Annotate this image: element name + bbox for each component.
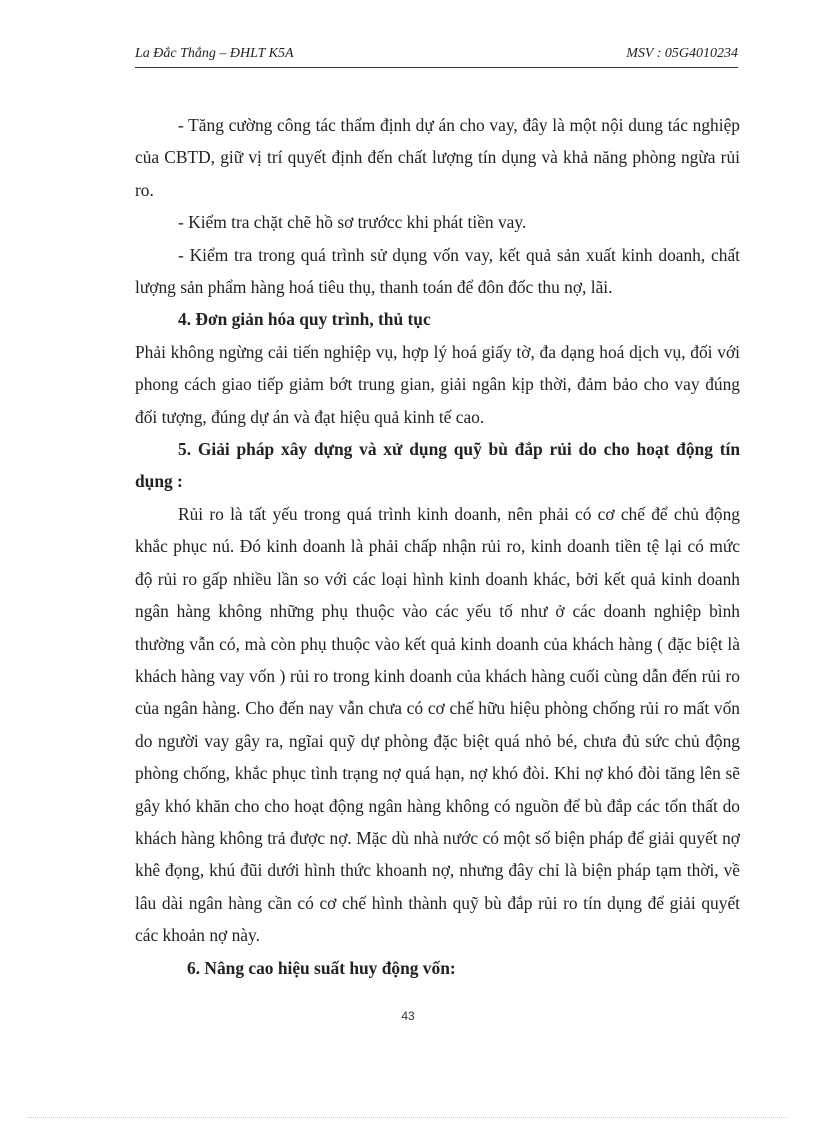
header-rule: [135, 67, 738, 68]
paragraph-section-5: Rủi ro là tất yếu trong quá trình kinh doanh, nên phải có cơ chế để chủ động khắc phục nú. Đó kinh doanh là phải chấp nhận rủi ro, kinh doanh tiền tệ lại có mức độ rủi ro gấp nhiều lần so với các loại hình kinh doanh khác, bởi kết quả kinh doanh ngân hàng không những phụ thuộc vào các yếu tố như ở các doanh nghiệp bình thường vẫn có, mà còn phụ thuộc vào kết quả kinh doanh của khách hàng ( đặc biệt là khách hàng vay vốn ) rủi ro trong kinh doanh của khách hàng cuối cùng dẫn đến rủi ro của ngân hàng. Cho đến nay vẫn chưa có cơ chế hữu hiệu phòng chống rủi ro mất vốn do người vay gây ra, ngĩai quỹ dự phòng đặc biệt quá nhỏ bé, chưa đủ sức chủ động phòng chống, khắc phục tình trạng nợ quá hạn, nợ khó đòi. Khi nợ khó đòi tăng lên sẽ gây khó khăn cho cho hoạt động ngân hàng không có nguồn để bù đắp các tổn thất do khách hàng không trả được nợ. Mặc dù nhà nước có một số biện pháp để giải quyết nợ khê đọng, khú đũi dưới hình thức khoanh nợ, nhưng đây chỉ là biện pháp tạm thời, về lâu dài ngân hàng cần có cơ chế hình thành quỹ bù đắp rủi ro tín dụng để giải quyết các khoản nợ này.: [135, 503, 740, 946]
paragraph-appraisal: - Tăng cường công tác thẩm định dự án cho vay, đây là một nội dung tác nghiệp của CBTD, giữ vị trí quyết định đến chất lượng tín dụng và khả năng phòng ngừa rủi ro.: [135, 115, 740, 200]
heading-section-4: 4. Đơn giản hóa quy trình, thủ tục: [178, 309, 431, 330]
paragraph-usage-check: - Kiểm tra trong quá trình sử dụng vốn vay, kết quả sản xuất kinh doanh, chất lượng sản phẩm hàng hoá tiêu thụ, thanh toán để đôn đốc thu nợ, lãi.: [135, 244, 740, 298]
header-author: La Đắc Thắng – ĐHLT K5A: [135, 46, 294, 61]
heading-section-6: 6. Nâng cao hiệu suất huy động vốn:: [187, 957, 456, 978]
page-body: [135, 109, 740, 984]
paragraph-dossier-check: - Kiểm tra chặt chẽ hồ sơ trướcc khi phát tiền vay.: [178, 212, 527, 233]
page-number: 43: [401, 1009, 415, 1023]
page-bottom-border: [28, 1117, 788, 1118]
heading-section-5: 5. Giải pháp xây dựng và xử dụng quỹ bù đắp rủi do cho hoạt động tín dụng :: [135, 439, 740, 492]
header-student-id: MSV : 05G4010234: [626, 46, 738, 61]
paragraph-section-4: Phải không ngừng cải tiến nghiệp vụ, hợp lý hoá giấy tờ, đa dạng hoá dịch vụ, đối với phong cách giao tiếp giảm bớt trung gian, giải ngân kịp thời, đảm bảo cho vay đúng đối tượng, đúng dự án và đạt hiệu quả kinh tế cao.: [135, 341, 740, 427]
page-header: [135, 46, 738, 66]
